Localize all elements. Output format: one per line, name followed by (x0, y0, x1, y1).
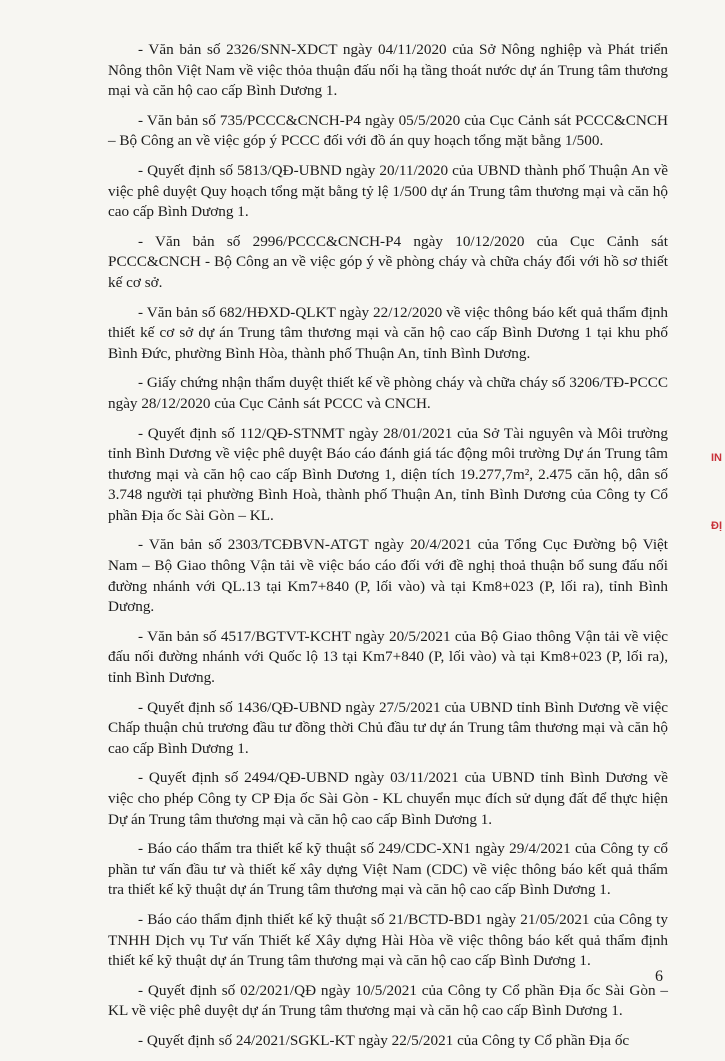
paragraph: - Văn bản số 682/HĐXD-QLKT ngày 22/12/2020 về việc thông báo kết quả thẩm định thiết kế cơ sở dự án Trung tâm thương mại và căn hộ cao cấp Bình Dương 1 tại khu phố Bình Đức, phường Bình Hòa, thành phố Thuận An, tỉnh Bình Dương. (108, 303, 668, 362)
paragraph: - Quyết định số 5813/QĐ-UBND ngày 20/11/2020 của UBND thành phố Thuận An về việc phê duyệt Quy hoạch tổng mặt bằng tỷ lệ 1/500 dự án Trung tâm thương mại và căn hộ cao cấp Bình Dương 1. (108, 161, 668, 221)
stamp-fragment: IN (711, 452, 722, 464)
page-number: 6 (655, 968, 663, 985)
document-body (108, 40, 668, 1061)
stamp-fragment: ĐỊ (711, 520, 722, 532)
paragraph: - Quyết định số 112/QĐ-STNMT ngày 28/01/2021 của Sở Tài nguyên và Môi trường tỉnh Bình Dương về việc phê duyệt Báo cáo đánh giá tác động môi trường Dự án Trung tâm thương mại và căn hộ cao cấp Bình Dương 1, diện tích 19.277,7m², 2.475 căn hộ, dân số 3.748 người tại phường Bình Hoà, thành phố Thuận An, tỉnh Bình Dương của Công ty Cổ phần Địa ốc Sài Gòn – KL. (108, 424, 668, 524)
paragraph: - Văn bản số 2996/PCCC&CNCH-P4 ngày 10/12/2020 của Cục Cảnh sát PCCC&CNCH - Bộ Công an về việc góp ý về phòng cháy và chữa cháy đối với hồ sơ thiết kế cơ sở. (108, 232, 668, 291)
paragraph: - Quyết định số 02/2021/QĐ ngày 10/5/2021 của Công ty Cổ phần Địa ốc Sài Gòn – KL về việc phê duyệt dự án Trung tâm thương mại và căn hộ cao cấp Bình Dương 1. (108, 981, 668, 1020)
paragraph: - Quyết định số 24/2021/SGKL-KT ngày 22/5/2021 của Công ty Cổ phần Địa ốc (138, 1031, 630, 1049)
paragraph: - Báo cáo thẩm tra thiết kế kỹ thuật số 249/CDC-XN1 ngày 29/4/2021 của Công ty cổ phần tư vấn đầu tư và thiết kế xây dựng Việt Nam (CDC) về việc thông báo kết quả thẩm tra thiết kế kỹ thuật dự án Trung tâm thương mại và căn hộ cao cấp Bình Dương 1. (108, 840, 668, 899)
paragraph: - Quyết định số 1436/QĐ-UBND ngày 27/5/2021 của UBND tỉnh Bình Dương về việc Chấp thuận chủ trương đầu tư đồng thời Chủ đầu tư dự án Trung tâm thương mại và căn hộ cao cấp Bình Dương 1. (108, 698, 668, 757)
paragraph: - Giấy chứng nhận thẩm duyệt thiết kế về phòng cháy và chữa cháy số 3206/TĐ-PCCC ngày 28/12/2020 của Cục Cảnh sát PCCC và CNCH. (108, 374, 668, 412)
paragraph: - Văn bản số 735/PCCC&CNCH-P4 ngày 05/5/2020 của Cục Cảnh sát PCCC&CNCH – Bộ Công an về việc góp ý PCCC đối với đồ án quy hoạch tổng mặt bằng 1/500. (108, 111, 668, 150)
paragraph: - Văn bản số 2326/SNN-XDCT ngày 04/11/2020 của Sở Nông nghiệp và Phát triển Nông thôn Việt Nam về việc thỏa thuận đấu nối hạ tầng thoát nước dự án Trung tâm thương mại và căn hộ cao cấp Bình Dương 1. (108, 41, 668, 100)
paragraph: - Văn bản số 4517/BGTVT-KCHT ngày 20/5/2021 của Bộ Giao thông Vận tải về việc đấu nối đường nhánh với Quốc lộ 13 tại Km7+840 (P, lối vào) và tại Km8+023 (P, lối ra), tỉnh Bình Dương. (108, 627, 668, 687)
paragraph: - Văn bản số 2303/TCĐBVN-ATGT ngày 20/4/2021 của Tổng Cục Đường bộ Việt Nam – Bộ Giao thông Vận tải về việc báo cáo đối với đề nghị thoả thuận bổ sung đấu nối đường nhánh với QL.13 tại Km7+840 (P, lối vào) và tại Km8+023 (P, lối ra), tỉnh Bình Dương. (108, 536, 668, 616)
paragraph: - Quyết định số 2494/QĐ-UBND ngày 03/11/2021 của UBND tỉnh Bình Dương về việc cho phép Công ty CP Địa ốc Sài Gòn - KL chuyển mục đích sử dụng đất để thực hiện Dự án Trung tâm thương mại và căn hộ cao cấp Bình Dương 1. (108, 769, 668, 828)
paragraph: - Báo cáo thẩm định thiết kế kỹ thuật số 21/BCTD-BD1 ngày 21/05/2021 của Công ty TNHH Dịch vụ Tư vấn Thiết kế Xây dựng Hài Hòa về việc thông báo kết quả thẩm định thiết kế kỹ thuật dự án Trung tâm thương mại và căn hộ cao cấp Bình Dương 1. (108, 910, 668, 970)
